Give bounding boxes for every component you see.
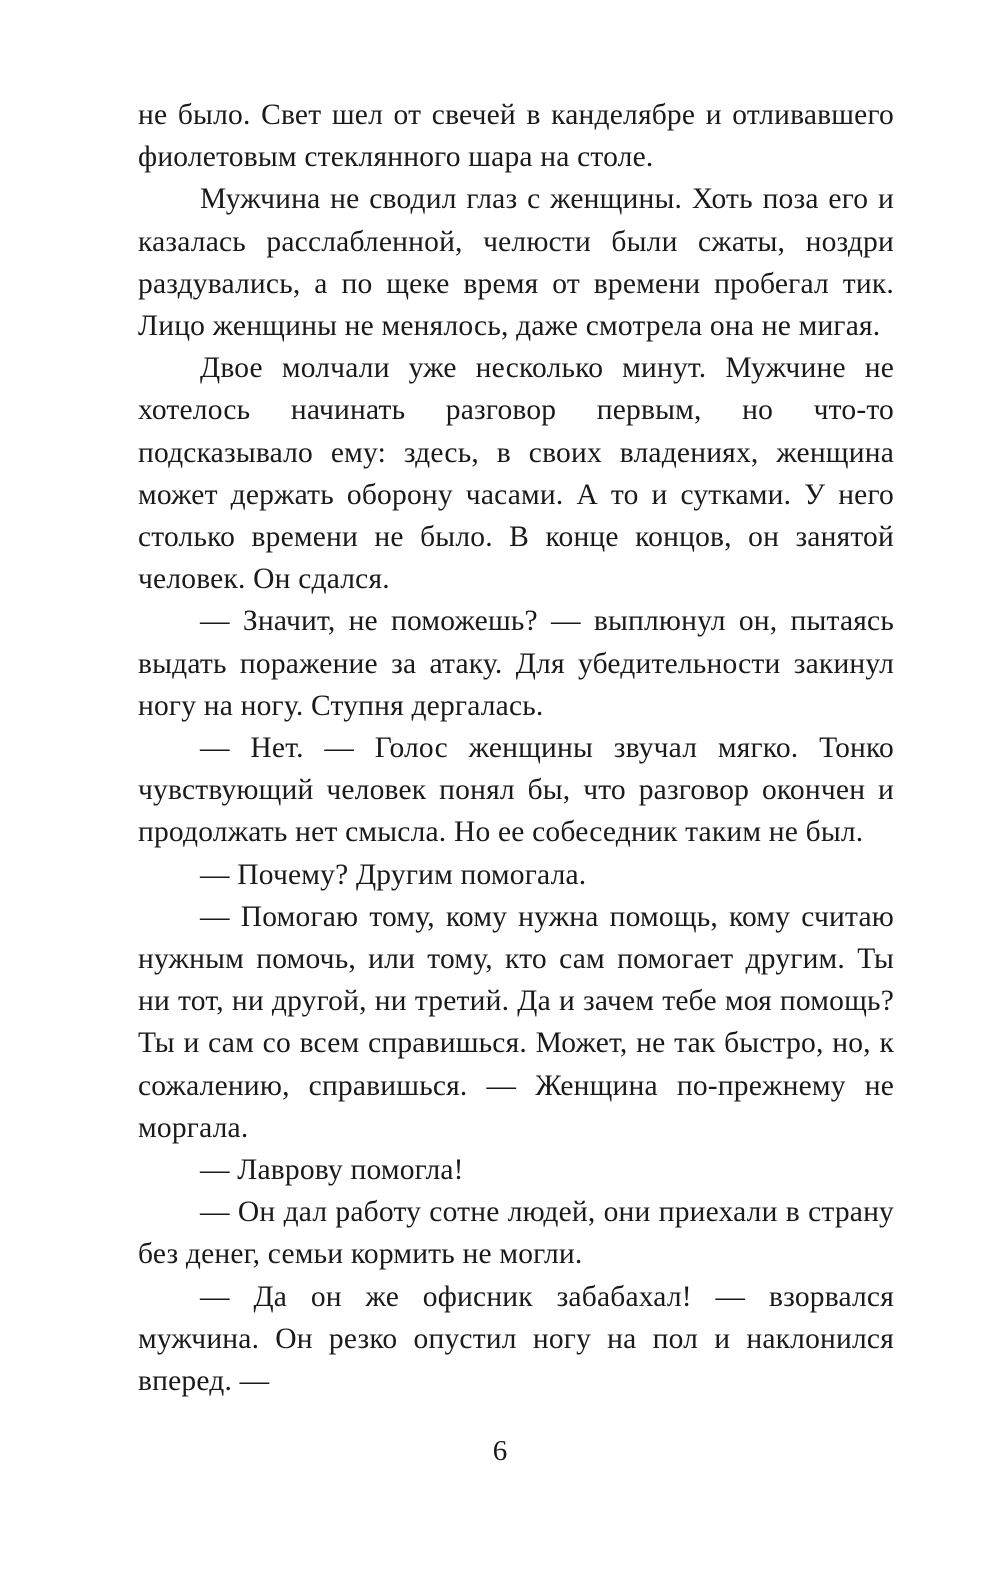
dialogue-line: — Лаврову помогла! (200, 1154, 464, 1187)
paragraph-silence: Двое молчали уже несколько минут. Мужчине не хотелось начинать разговор первым, но что-то подсказывало ему: здесь, в своих владениях, женщина может держать оборону часами. А то и сутками. У него столько времени не было. В конце концов, он занятой человек. Он сдался. (138, 352, 894, 596)
dialogue-line: — Значит, не поможешь? — выплюнул он, пытаясь выдать поражение за атаку. Для убедительности закинул ногу на ногу. Ступня дергалась. (138, 605, 894, 722)
dialogue-line: — Нет. — Голос женщины звучал мягко. Тонко чувствующий человек понял бы, что разговор окончен и продолжать нет смысла. Но ее собеседник таким не был. (138, 732, 894, 849)
dialogue-line: — Помогаю тому, кому нужна помощь, кому считаю нужным помочь, или тому, кто сам помогает другим. Ты ни тот, ни другой, ни третий. Да и зачем тебе моя помощь? Ты и сам со всем справишься. Может, не так быстро, но, к сожалению, справишься. — Женщина по-прежнему не моргала. (138, 900, 894, 1144)
page-body (138, 94, 894, 1402)
dialogue-line: — Почему? Другим помогала. (200, 858, 587, 891)
paragraph-man-watching: Мужчина не сводил глаз с женщины. Хоть поза его и казалась расслабленной, челюсти были сжаты, ноздри раздувались, а по щеке время от времени пробегал тик. Лицо женщины не менялось, даже смотрела она не мигая. (138, 183, 894, 343)
page-number: 6 (492, 1435, 508, 1467)
dialogue-line: — Он дал работу сотне людей, они приехали в страну без денег, семьи кормить не могли. (138, 1196, 894, 1271)
paragraph-continuation: не было. Свет шел от свечей в канделябре и отливавшего фиолетовым стеклянного шара на столе. (138, 99, 894, 174)
dialogue-line: — Да он же офисник забабахал! — взорвался мужчина. Он резко опустил ногу на пол и наклонился вперед. — (138, 1280, 894, 1398)
